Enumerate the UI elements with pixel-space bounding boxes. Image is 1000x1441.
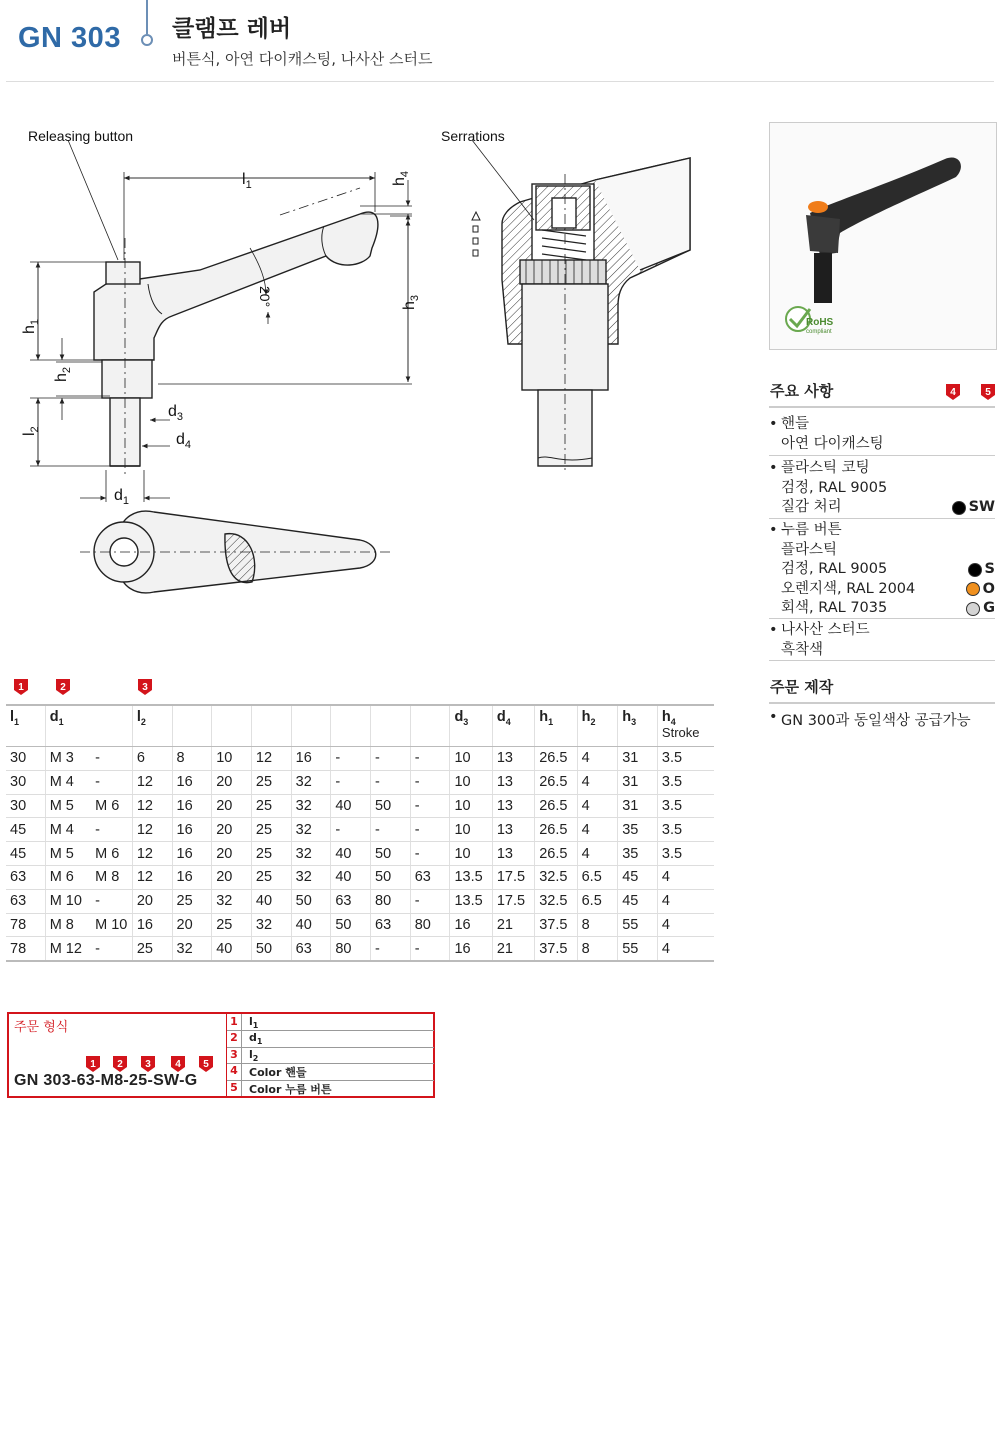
table-cell: 16	[450, 937, 492, 961]
table-cell: 16	[172, 865, 212, 889]
svg-text:4: 4	[950, 387, 956, 398]
table-cell: 50	[371, 865, 411, 889]
table-cell: 10	[450, 842, 492, 866]
table-cell: 16	[450, 913, 492, 937]
table-cell: 45	[6, 842, 45, 866]
table-badge-2	[56, 679, 70, 695]
svg-text:1: 1	[18, 682, 24, 693]
dim-h1: $h_1$	[21, 318, 41, 334]
table-cell: 26.5	[535, 770, 577, 794]
table-cell: 45	[618, 889, 658, 913]
table-cell: 55	[618, 937, 658, 961]
table-cell: 35	[618, 818, 658, 842]
table-cell: M 8	[45, 913, 91, 937]
table-cell: -	[91, 818, 132, 842]
order-example-title: 주문 형식	[14, 1020, 69, 1035]
order-legend-row: 4 Color 핸들	[227, 1063, 434, 1080]
table-cell: 40	[212, 937, 252, 961]
table-cell: M 4	[45, 818, 91, 842]
order-badge-1	[86, 1056, 100, 1072]
table-cell: M 10	[91, 913, 132, 937]
table-cell: 63	[6, 889, 45, 913]
table-cell: 12	[132, 770, 172, 794]
table-cell: 31	[618, 770, 658, 794]
table-cell: 32	[291, 842, 331, 866]
label-releasing-button: Releasing button	[28, 128, 134, 144]
table-cell: 16	[172, 794, 212, 818]
table-cell: 80	[371, 889, 411, 913]
rohs-logo-icon	[786, 307, 834, 335]
table-cell: 4	[657, 865, 714, 889]
svg-text:RoHS: RoHS	[806, 317, 834, 328]
table-cell: M 5	[45, 794, 91, 818]
table-cell: 25	[132, 937, 172, 961]
features-rule	[769, 406, 995, 408]
order-legend-row: 5 Color 누름 버튼	[230, 1080, 332, 1096]
header-divider	[146, 0, 148, 34]
table-cell: 17.5	[492, 865, 534, 889]
table-cell: 12	[132, 842, 172, 866]
table-cell: 40	[251, 889, 291, 913]
table-header-cell: $d_1$	[45, 705, 91, 747]
table-cell: 26.5	[535, 842, 577, 866]
swatch-grey-icon	[966, 602, 980, 616]
table-cell: 30	[6, 747, 45, 771]
dim-d4: $d_4$	[176, 431, 192, 451]
table-row	[6, 747, 714, 771]
table-cell: M 5	[45, 842, 91, 866]
table-cell: 13	[492, 818, 534, 842]
order-badge-5	[199, 1056, 213, 1072]
table-cell: 4	[577, 770, 618, 794]
table-cell: 50	[291, 889, 331, 913]
table-cell: 37.5	[535, 937, 577, 961]
table-cell: 20	[132, 889, 172, 913]
table-cell: 10	[450, 818, 492, 842]
table-cell: 20	[212, 818, 252, 842]
table-row	[6, 770, 714, 794]
dimensions-table	[6, 704, 714, 962]
svg-text:1: 1	[90, 1059, 96, 1070]
table-cell: 32.5	[535, 865, 577, 889]
table-header-cell	[251, 705, 291, 747]
table-cell: 32	[291, 794, 331, 818]
table-cell: M 6	[91, 794, 132, 818]
table-header-cell: $h_3$	[618, 705, 658, 747]
svg-text:4: 4	[175, 1059, 181, 1070]
table-cell: M 8	[91, 865, 132, 889]
table-cell: 63	[410, 865, 450, 889]
table-header-cell: $h_1$	[535, 705, 577, 747]
feature-stud: • 나사산 스터드 흑착색	[769, 621, 995, 661]
table-cell: 12	[251, 747, 291, 771]
table-body	[6, 747, 714, 962]
table-cell: -	[91, 937, 132, 961]
order-badge-2	[113, 1056, 127, 1072]
table-cell: 3.5	[657, 770, 714, 794]
table-cell: 50	[371, 794, 411, 818]
table-cell: 4	[577, 747, 618, 771]
made-to-order-item: • GN 300과 동일색상 공급가능	[769, 709, 995, 730]
product-code: GN 303	[18, 22, 121, 54]
table-cell: 12	[132, 865, 172, 889]
table-header-row	[6, 705, 714, 747]
table-cell: 26.5	[535, 794, 577, 818]
table-cell: 16	[132, 913, 172, 937]
table-cell: M 3	[45, 747, 91, 771]
table-cell: 13	[492, 842, 534, 866]
made-to-order-title: 주문 제작	[770, 678, 834, 696]
table-cell: 45	[618, 865, 658, 889]
feature-coating: • 플라스틱 코팅 검정, RAL 9005 질감 처리 SW	[769, 459, 995, 519]
table-cell: 4	[577, 818, 618, 842]
table-header-cell: $l_2$	[132, 705, 172, 747]
label-serrations: Serrations	[441, 128, 505, 144]
table-cell: 4	[657, 913, 714, 937]
table-header-cell	[291, 705, 331, 747]
top-view	[80, 511, 390, 593]
table-cell: 13	[492, 747, 534, 771]
dim-l2: $l_2$	[21, 426, 41, 436]
table-cell: 20	[212, 794, 252, 818]
table-row	[6, 865, 714, 889]
table-cell: -	[371, 747, 411, 771]
table-cell: 40	[291, 913, 331, 937]
table-header-cell: $d_3$	[450, 705, 492, 747]
table-cell: 30	[6, 770, 45, 794]
table-cell: 4	[657, 937, 714, 961]
swatch-orange-icon	[966, 582, 980, 596]
table-header-cell	[91, 705, 132, 747]
technical-drawing	[20, 120, 740, 620]
table-cell: 80	[410, 913, 450, 937]
table-cell: 16	[172, 770, 212, 794]
table-cell: 40	[331, 794, 371, 818]
table-cell: 16	[172, 842, 212, 866]
table-cell: 13.5	[450, 889, 492, 913]
table-cell: 6.5	[577, 889, 618, 913]
svg-text:3: 3	[145, 1059, 151, 1070]
dim-h4: $h_4$	[391, 170, 411, 186]
table-cell: 4	[577, 842, 618, 866]
dim-l1: $l_1$	[242, 171, 252, 191]
order-legend-row: 2 $d_1$	[227, 1030, 434, 1047]
table-cell: -	[91, 770, 132, 794]
swatch-black-icon	[952, 501, 966, 515]
table-header-cell	[371, 705, 411, 747]
table-cell: 20	[212, 842, 252, 866]
order-legend-row: 3 $l_2$	[227, 1047, 434, 1064]
page-title: 클램프 레버	[172, 16, 292, 42]
table-cell: 20	[172, 913, 212, 937]
order-example-code: GN 303-63-M8-25-SW-G	[14, 1072, 198, 1089]
table-cell: -	[331, 818, 371, 842]
table-header-cell: $h_4$ Stroke	[657, 705, 714, 747]
table-header-cell	[212, 705, 252, 747]
orange-button-icon	[808, 201, 828, 213]
table-cell: 25	[172, 889, 212, 913]
table-cell: 17.5	[492, 889, 534, 913]
table-cell: 31	[618, 794, 658, 818]
table-cell: M 4	[45, 770, 91, 794]
table-cell: 50	[371, 842, 411, 866]
dim-h2: $h_2$	[53, 366, 73, 382]
table-cell: 13	[492, 770, 534, 794]
table-cell: -	[410, 747, 450, 771]
table-cell: M 10	[45, 889, 91, 913]
features-title: 주요 사항	[770, 382, 834, 400]
svg-text:3: 3	[142, 682, 148, 693]
page-subtitle: 버튼식, 아연 다이캐스팅, 나사산 스터드	[172, 50, 433, 68]
dim-d1: $d_1$	[114, 487, 130, 507]
table-header-cell: $d_4$	[492, 705, 534, 747]
table-header-cell	[331, 705, 371, 747]
header-rule	[6, 81, 994, 82]
table-cell: 45	[6, 818, 45, 842]
swatch-black-icon	[968, 563, 982, 577]
table-cell: M 6	[91, 842, 132, 866]
feature-handle: • 핸들 아연 다이캐스팅	[769, 415, 995, 456]
table-cell: 37.5	[535, 913, 577, 937]
table-cell: 30	[6, 794, 45, 818]
order-legend-row: 1 $l_1$	[227, 1014, 434, 1031]
table-row	[6, 842, 714, 866]
table-row	[6, 818, 714, 842]
order-badge-4	[171, 1056, 185, 1072]
section-view	[472, 140, 690, 472]
svg-text:5: 5	[203, 1059, 209, 1070]
label-angle: 20°	[257, 286, 273, 308]
table-cell: -	[91, 889, 132, 913]
made-to-order-rule	[769, 702, 995, 704]
table-cell: 63	[6, 865, 45, 889]
table-cell: 63	[331, 889, 371, 913]
table-cell: 40	[331, 865, 371, 889]
table-badge-3	[138, 679, 152, 695]
table-cell: -	[410, 937, 450, 961]
table-cell: 12	[132, 794, 172, 818]
table-cell: -	[371, 818, 411, 842]
table-cell: 10	[450, 770, 492, 794]
table-cell: 8	[577, 913, 618, 937]
table-cell: 10	[212, 747, 252, 771]
dim-d3: $d_3$	[168, 403, 184, 423]
badge-5	[981, 384, 995, 400]
table-header-cell	[410, 705, 450, 747]
table-cell: 63	[291, 937, 331, 961]
order-badges	[82, 1056, 222, 1072]
table-cell: 80	[331, 937, 371, 961]
table-cell: 32	[291, 865, 331, 889]
table-cell: 10	[450, 794, 492, 818]
table-cell: -	[410, 770, 450, 794]
table-cell: -	[91, 747, 132, 771]
table-cell: 16	[291, 747, 331, 771]
table-cell: 8	[577, 937, 618, 961]
table-header-cell: $l_1$	[6, 705, 45, 747]
svg-text:5: 5	[985, 387, 991, 398]
table-cell: 20	[212, 770, 252, 794]
product-photo	[769, 122, 997, 350]
table-cell: 32	[291, 770, 331, 794]
order-legend	[226, 1014, 434, 1096]
table-cell: 32.5	[535, 889, 577, 913]
table-cell: -	[371, 770, 411, 794]
badge-4	[946, 384, 960, 400]
table-cell: 4	[657, 889, 714, 913]
table-cell: 25	[251, 770, 291, 794]
dim-h3: $h_3$	[401, 294, 421, 310]
table-row	[6, 794, 714, 818]
table-cell: 25	[251, 794, 291, 818]
table-cell: -	[410, 842, 450, 866]
table-cell: 8	[172, 747, 212, 771]
svg-text:2: 2	[117, 1059, 123, 1070]
table-cell: -	[371, 937, 411, 961]
dimension-lines	[30, 140, 412, 502]
table-cell: 63	[371, 913, 411, 937]
table-cell: 50	[331, 913, 371, 937]
table-row	[6, 937, 714, 961]
table-cell: 32	[291, 818, 331, 842]
table-cell: 32	[172, 937, 212, 961]
table-cell: 10	[450, 747, 492, 771]
table-header-cell: $h_2$	[577, 705, 618, 747]
table-cell: 78	[6, 913, 45, 937]
table-cell: 16	[172, 818, 212, 842]
header-divider-dot	[141, 34, 153, 46]
table-row	[6, 913, 714, 937]
table-cell: 78	[6, 937, 45, 961]
table-cell: 3.5	[657, 794, 714, 818]
table-cell: 12	[132, 818, 172, 842]
table-cell: 26.5	[535, 818, 577, 842]
table-cell: 4	[577, 794, 618, 818]
table-cell: 32	[251, 913, 291, 937]
table-header-cell	[172, 705, 212, 747]
feature-button: • 누름 버튼 플라스틱 검정, RAL 9005 S 오렌지색, RAL 2004 O 회색, RAL 7035 G	[769, 521, 995, 619]
side-view	[94, 188, 378, 476]
order-badge-3	[141, 1056, 155, 1072]
table-cell: -	[331, 770, 371, 794]
table-cell: 25	[251, 865, 291, 889]
table-cell: 55	[618, 913, 658, 937]
table-cell: 25	[251, 842, 291, 866]
table-cell: 40	[331, 842, 371, 866]
table-cell: M 12	[45, 937, 91, 961]
table-cell: M 6	[45, 865, 91, 889]
table-cell: 21	[492, 937, 534, 961]
table-cell: -	[410, 794, 450, 818]
table-row	[6, 889, 714, 913]
table-cell: 35	[618, 842, 658, 866]
table-cell: 26.5	[535, 747, 577, 771]
svg-text:2: 2	[60, 682, 66, 693]
table-cell: 6	[132, 747, 172, 771]
table-cell: 13.5	[450, 865, 492, 889]
table-cell: 13	[492, 794, 534, 818]
table-cell: -	[410, 889, 450, 913]
svg-text:compliant: compliant	[806, 329, 832, 335]
table-cell: 50	[251, 937, 291, 961]
table-cell: 21	[492, 913, 534, 937]
table-cell: 3.5	[657, 747, 714, 771]
table-cell: 31	[618, 747, 658, 771]
table-cell: -	[410, 818, 450, 842]
table-cell: -	[331, 747, 371, 771]
table-badge-1	[14, 679, 28, 695]
table-cell: 20	[212, 865, 252, 889]
table-cell: 6.5	[577, 865, 618, 889]
table-cell: 3.5	[657, 842, 714, 866]
table-cell: 32	[212, 889, 252, 913]
table-cell: 25	[251, 818, 291, 842]
table-cell: 3.5	[657, 818, 714, 842]
table-cell: 25	[212, 913, 252, 937]
